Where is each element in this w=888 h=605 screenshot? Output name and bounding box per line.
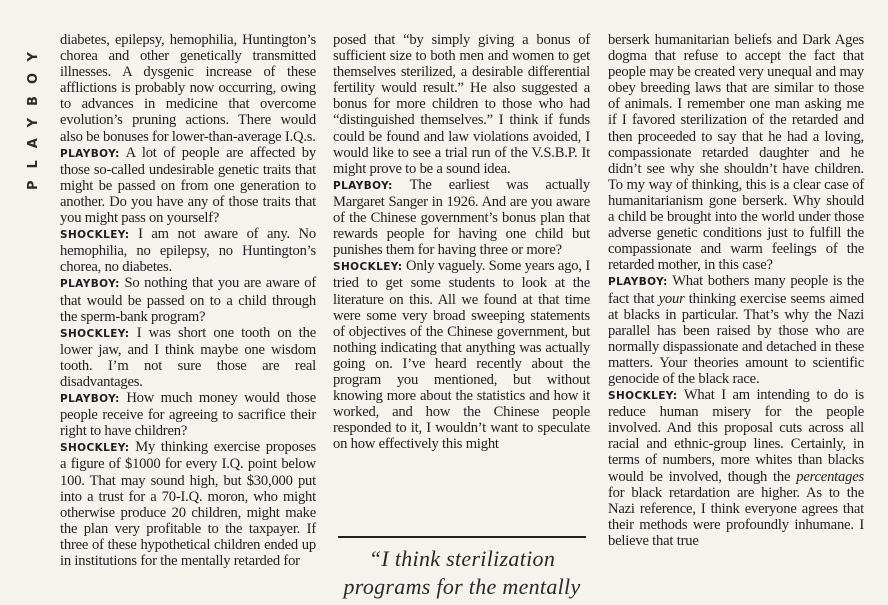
paragraph-text: I am not aware of any. No hemophilia, no epilepsy, no Huntington’s chorea, no diabetes.: [60, 226, 316, 276]
paragraph-text-start: What I am intending to do is reduce human misery for the people involved. And this proposal cuts across all racial and ethnic-group lines. Certainly, in terms of numbers, more whites than blacks would be involved, though the: [608, 387, 865, 485]
paragraph: [60, 390, 316, 439]
paragraph-text-start: What bothers many people is the fact that: [608, 273, 865, 307]
speaker-label: SHOCKLEY:: [333, 261, 403, 274]
paragraph: [333, 177, 590, 258]
paragraph-text: How much money would those people receive for agreeing to sacrifice their right to have children?: [60, 390, 317, 440]
paragraph-text: Only vaguely. Some years ago, I tried to get some students to look at the literature on this. All we found at that time were some very broad sweeping statements of objectives of the Chinese government, but nothing indicating that anything was actually going on. I’ve heard recently about the program you mentioned, but without knowing more about the statistics and how it worked, and how the Chinese people responded to it, I wouldn’t want to speculate on how effectively this might: [333, 258, 590, 453]
paragraph-text-end: for black retardation are higher. As to the Nazi reference, I think everyone agrees that their methods were profoundly inhumane. I believe that true: [608, 484, 864, 549]
paragraph: [60, 439, 316, 569]
paragraph-text: My thinking exercise proposes a figure of $1000 for every I.Q. point below 100. That may sound high, but $30,000 put into a trust for a 70-I.Q. moron, who might otherwise produce 20 children, might make the plan very profitable to the taxpayer. If three of these hypothetical children ended up in institutions for the mentally retarded for: [60, 439, 316, 569]
speaker-label: SHOCKLEY:: [60, 442, 130, 455]
speaker-label: PLAYBOY:: [60, 278, 120, 291]
paragraph: [60, 145, 316, 226]
pull-quote: “I think sterilization programs for the mentally: [343, 546, 581, 599]
speaker-label: SHOCKLEY:: [608, 390, 678, 403]
speaker-label: PLAYBOY:: [608, 276, 668, 289]
speaker-label: SHOCKLEY:: [60, 327, 130, 340]
paragraph: [333, 32, 590, 177]
column-1: [60, 32, 316, 569]
paragraph-text: diabetes, epilepsy, hemophilia, Huntington’s chorea and other genetically transmitted illnesses. A dysgenic increase of these afflictions is probably now occurring, owing to advances in medicine that overcome evolution’s pruning actions. There would also be bonuses for lower-than-average I.Q.s.: [60, 32, 316, 145]
paragraph-text-end: thinking exercise seems aimed at blacks in particular. That’s why the Nazi parallel has been raised by those who are normally dispassionate and detached in these matters. Your theories amount to scientific genocide of the black race.: [608, 290, 864, 387]
speaker-label: SHOCKLEY:: [60, 229, 130, 242]
paragraph: [333, 258, 590, 452]
paragraph: [60, 275, 316, 324]
paragraph-text: posed that “by simply giving a bonus of sufficient size to both men and women to get themselves sterilized, a desirable differential fertility would result.” He also suggested a bonus for more children to those who had “distinguished themselves.” I think if funds could be found and law violations avoided, I would like to see a trial run of the V.S.B.P. It might prove to be a sound idea.: [333, 32, 590, 177]
paragraph: [608, 32, 864, 273]
speaker-label: PLAYBOY:: [60, 147, 120, 160]
paragraph-text: The earliest was actually Margaret Sanger in 1926. And are you aware of the Chinese government’s bonus plan that rewards people for having one child but punishes them for having three or more?: [333, 176, 591, 259]
paragraph: [60, 32, 316, 145]
column-2: [333, 32, 590, 452]
paragraph-text: A lot of people are affected by those so-called undesirable genetic traits that might be passed on from one generation to another. Do you have any of those traits that you might pass on yourself?: [60, 144, 316, 227]
paragraph: [60, 325, 316, 390]
paragraph-text: I was short one tooth on the lower jaw, and I think maybe one wisdom tooth. I’m not sure those are real disadvantages.: [60, 324, 317, 390]
paragraph: [60, 226, 316, 275]
paragraph: [608, 387, 864, 549]
speaker-label: PLAYBOY:: [333, 179, 393, 192]
paragraph-text: So nothing that you are aware of that would be passed on to a child through the sperm-bank program?: [60, 275, 317, 325]
pull-quote-rule: [338, 536, 586, 538]
emphasis-text: percentages: [796, 468, 864, 485]
paragraph: [608, 273, 864, 387]
speaker-label: PLAYBOY:: [60, 393, 120, 406]
running-head: [22, 40, 42, 190]
running-head-text: PLAYBOY: [26, 40, 41, 190]
emphasis-text: your: [658, 290, 685, 307]
column-3: [608, 32, 864, 549]
paragraph-text: berserk humanitarian beliefs and Dark Ages dogma that refuse to accept the fact that people may be created very unequal and may obey breeding laws that are similar to those of animals. I remember one man asking me if I favored sterilization of the retarded and then proceeded to say that he had a loving, compassionate retarded daughter and he didn’t see why she shouldn’t have children. To my way of thinking, this is a clear case of humanitarianism gone berserk. Why should a child be brought into the world under those adverse genetic conditions just to fulfill the compassionate and warm feelings of the retarded mother, in this case?: [608, 32, 864, 274]
